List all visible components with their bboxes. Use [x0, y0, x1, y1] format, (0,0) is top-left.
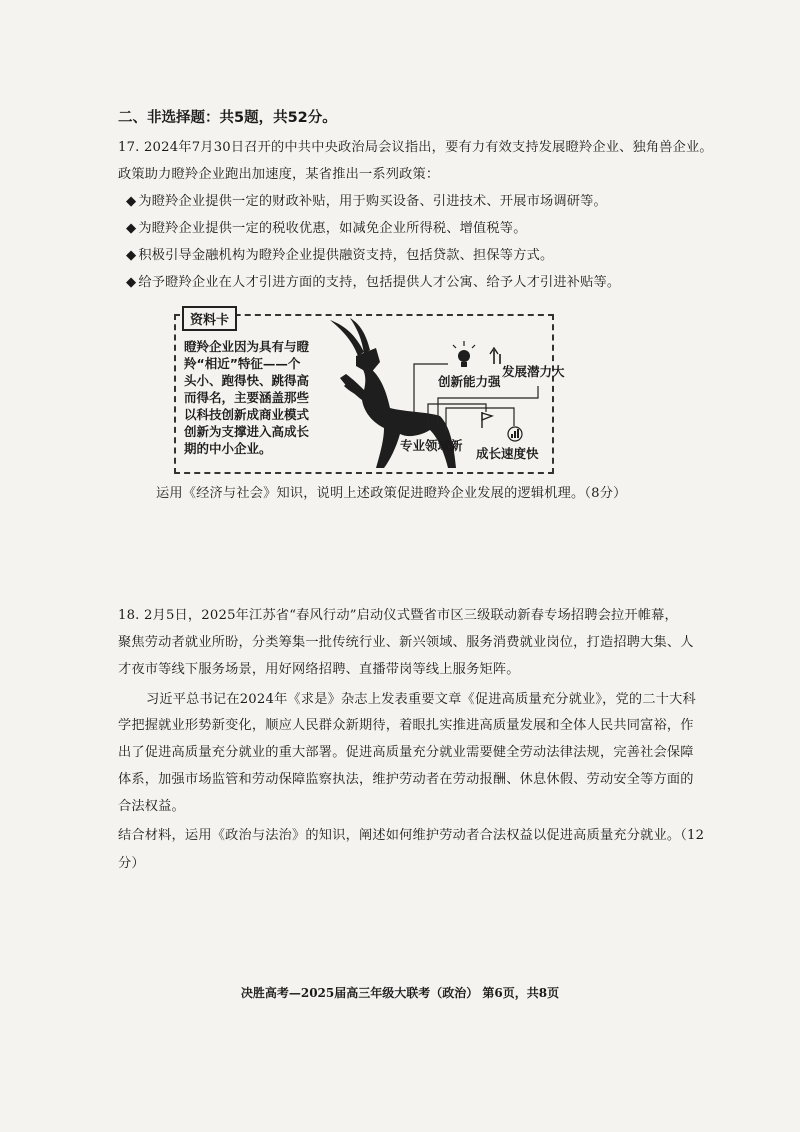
q18-p1-line3: 才夜市等线下服务场景，用好网络招聘、直播带岗等线上服务矩阵。 [118, 662, 520, 677]
connector-line [446, 408, 514, 432]
flag-icon [482, 412, 492, 428]
q18-p2-line1: 习近平总书记在2024年《求是》杂志上发表重要文章《促进高质量充分就业》，党的二十大科 [146, 692, 696, 707]
horn-icon [330, 320, 364, 356]
feature-growth: 成长速度快 [476, 446, 539, 461]
growth-arrows-icon [490, 348, 500, 364]
feature-innovation: 创新能力强 [438, 374, 501, 389]
q18-p1-line1: 18. 2月5日，2025年江苏省“春风行动”启动仪式暨省市区三级联动新春专场招聘会拉开帷幕， [118, 608, 678, 623]
q18-p2-line4: 体系，加强市场监管和劳动保障监察执法，维护劳动者在劳动报酬、休息休假、劳动安全等方面的 [118, 772, 694, 787]
bar-chart-icon [508, 427, 522, 441]
diamond-bullet-icon: ◆ [126, 194, 137, 209]
diamond-bullet-icon: ◆ [126, 248, 137, 263]
q18-p2-line5: 合法权益。 [118, 799, 185, 814]
q18-question-line2: 分） [118, 856, 145, 871]
q18-p1-line2: 聚焦劳动者就业所盼，分类筹集一批传统行业、新兴领域、服务消费就业岗位，打造招聘大集、人 [118, 635, 694, 650]
q17-question: 运用《经济与社会》知识，说明上述政策促进瞪羚企业发展的逻辑机理。（8分） [156, 486, 627, 501]
section-title: 二、非选择题：共5题，共52分。 [118, 110, 337, 126]
q17-bullet: ◆ 给予瞪羚企业在人才引进方面的支持，包括提供人才公寓、给予人才引进补贴等。 [126, 275, 621, 290]
q17-bullet: ◆ 积极引导金融机构为瞪羚企业提供融资支持，包括贷款、担保等方式。 [126, 248, 554, 263]
q18-p2-line2: 学把握就业形势新变化，顺应人民群众新期待，着眼扎实推进高质量发展和全体人民共同富裕，作 [118, 718, 694, 733]
connector-line [438, 386, 538, 426]
q17-stem-line2: 政策助力瞪羚企业跑出加速度，某省推出一系列政策： [118, 167, 440, 182]
info-card-tag: 资料卡 [182, 306, 237, 331]
lightbulb-icon [453, 341, 475, 367]
q17-bullet: ◆ 为瞪羚企业提供一定的税收优惠，如减免企业所得税、增值税等。 [126, 221, 527, 236]
q18-p2-line3: 出了促进高质量充分就业的重大部署。促进高质量充分就业需要健全劳动法律法规，完善社会保障 [118, 745, 694, 760]
q17-bullet: ◆ 为瞪羚企业提供一定的财政补贴，用于购买设备、引进技术、开展市场调研等。 [126, 194, 607, 209]
diamond-bullet-icon: ◆ [126, 221, 137, 236]
q18-question-line1: 结合材料，运用《政治与法治》的知识，阐述如何维护劳动者合法权益以促进高质量充分就业。（12 [118, 828, 705, 843]
info-card [174, 313, 565, 474]
page-footer: 决胜高考—2025届高三年级大联考（政治） 第6页，共8页 [240, 986, 560, 1000]
q17-stem-line1: 17. 2024年7月30日召开的中共中央政治局会议指出，要有力有效支持发展瞪羚企业、独角兽企业。 [118, 140, 713, 155]
feature-potential: 发展潜力大 [502, 364, 565, 379]
diamond-bullet-icon: ◆ [126, 275, 137, 290]
feature-specialized: 专业领域新 [400, 438, 463, 453]
info-card-description: 瞪羚企业因为具有与瞪 羚“相近”特征——个 头小、跑得快、跳得高 而得名，主要涵盖那些 以科技创新成商业模式 创新为支撑进入高成长 期的中小企业。 [184, 339, 310, 456]
